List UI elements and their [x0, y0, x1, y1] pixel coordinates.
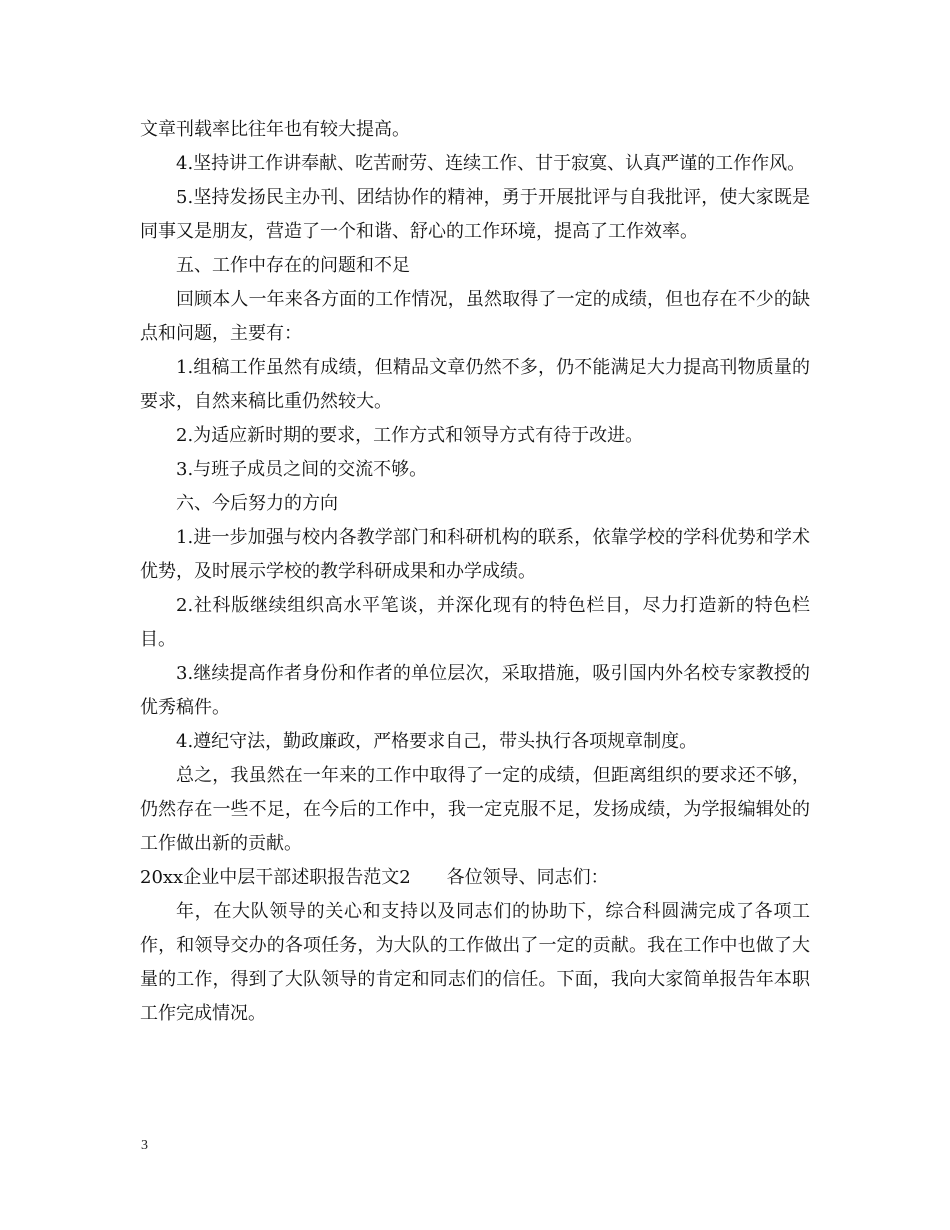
paragraph: 5.坚持发扬民主办刊、团结协作的精神，勇于开展批评与自我批评，使大家既是同事又是朋友，营造了一个和谐、舒心的工作环境，提高了工作效率。	[140, 187, 810, 242]
body-text	[140, 113, 810, 1031]
paragraph: 2.为适应新时期的要求，工作方式和领导方式有待于改进。	[176, 425, 644, 446]
paragraph: 3.继续提高作者身份和作者的单位层次，采取措施，吸引国内外名校专家教授的优秀稿件。	[140, 663, 810, 718]
paragraph: 2.社科版继续组织高水平笔谈，并深化现有的特色栏目，尽力打造新的特色栏目。	[140, 595, 810, 650]
paragraph: 1.进一步加强与校内各教学部门和科研机构的联系，依靠学校的学科优势和学术优势，及时展示学校的教学科研成果和办学成绩。	[140, 527, 810, 582]
paragraph: 总之，我虽然在一年来的工作中取得了一定的成绩，但距离组织的要求还不够，仍然存在一些不足，在今后的工作中，我一定克服不足，发扬成绩，为学报编辑处的工作做出新的贡献。	[140, 765, 810, 854]
report-title-line: 20xx企业中层干部述职报告范文2 各位领导、同志们：	[140, 867, 609, 888]
paragraph: 4.遵纪守法，勤政廉政，严格要求自己，带头执行各项规章制度。	[176, 731, 698, 752]
section-heading: 五、工作中存在的问题和不足	[176, 255, 410, 276]
paragraph: 4.坚持讲工作讲奉献、吃苦耐劳、连续工作、甘于寂寞、认真严谨的工作作风。	[176, 153, 806, 174]
paragraph: 年，在大队领导的关心和支持以及同志们的协助下，综合科圆满完成了各项工作，和领导交办的各项任务，为大队的工作做出了一定的贡献。我在工作中也做了大量的工作，得到了大队领导的肯定和同志们的信任。下面，我向大家简单报告年本职工作完成情况。	[140, 901, 810, 1024]
page-number: 3	[141, 1138, 148, 1153]
paragraph: 文章刊载率比往年也有较大提高。	[140, 119, 410, 140]
paragraph: 3.与班子成员之间的交流不够。	[176, 459, 428, 480]
paragraph: 1.组稿工作虽然有成绩，但精品文章仍然不多，仍不能满足大力提高刊物质量的要求，自然来稿比重仍然较大。	[140, 357, 810, 412]
section-heading: 六、今后努力的方向	[176, 493, 338, 514]
paragraph: 回顾本人一年来各方面的工作情况，虽然取得了一定的成绩，但也存在不少的缺点和问题，主要有：	[140, 289, 810, 344]
